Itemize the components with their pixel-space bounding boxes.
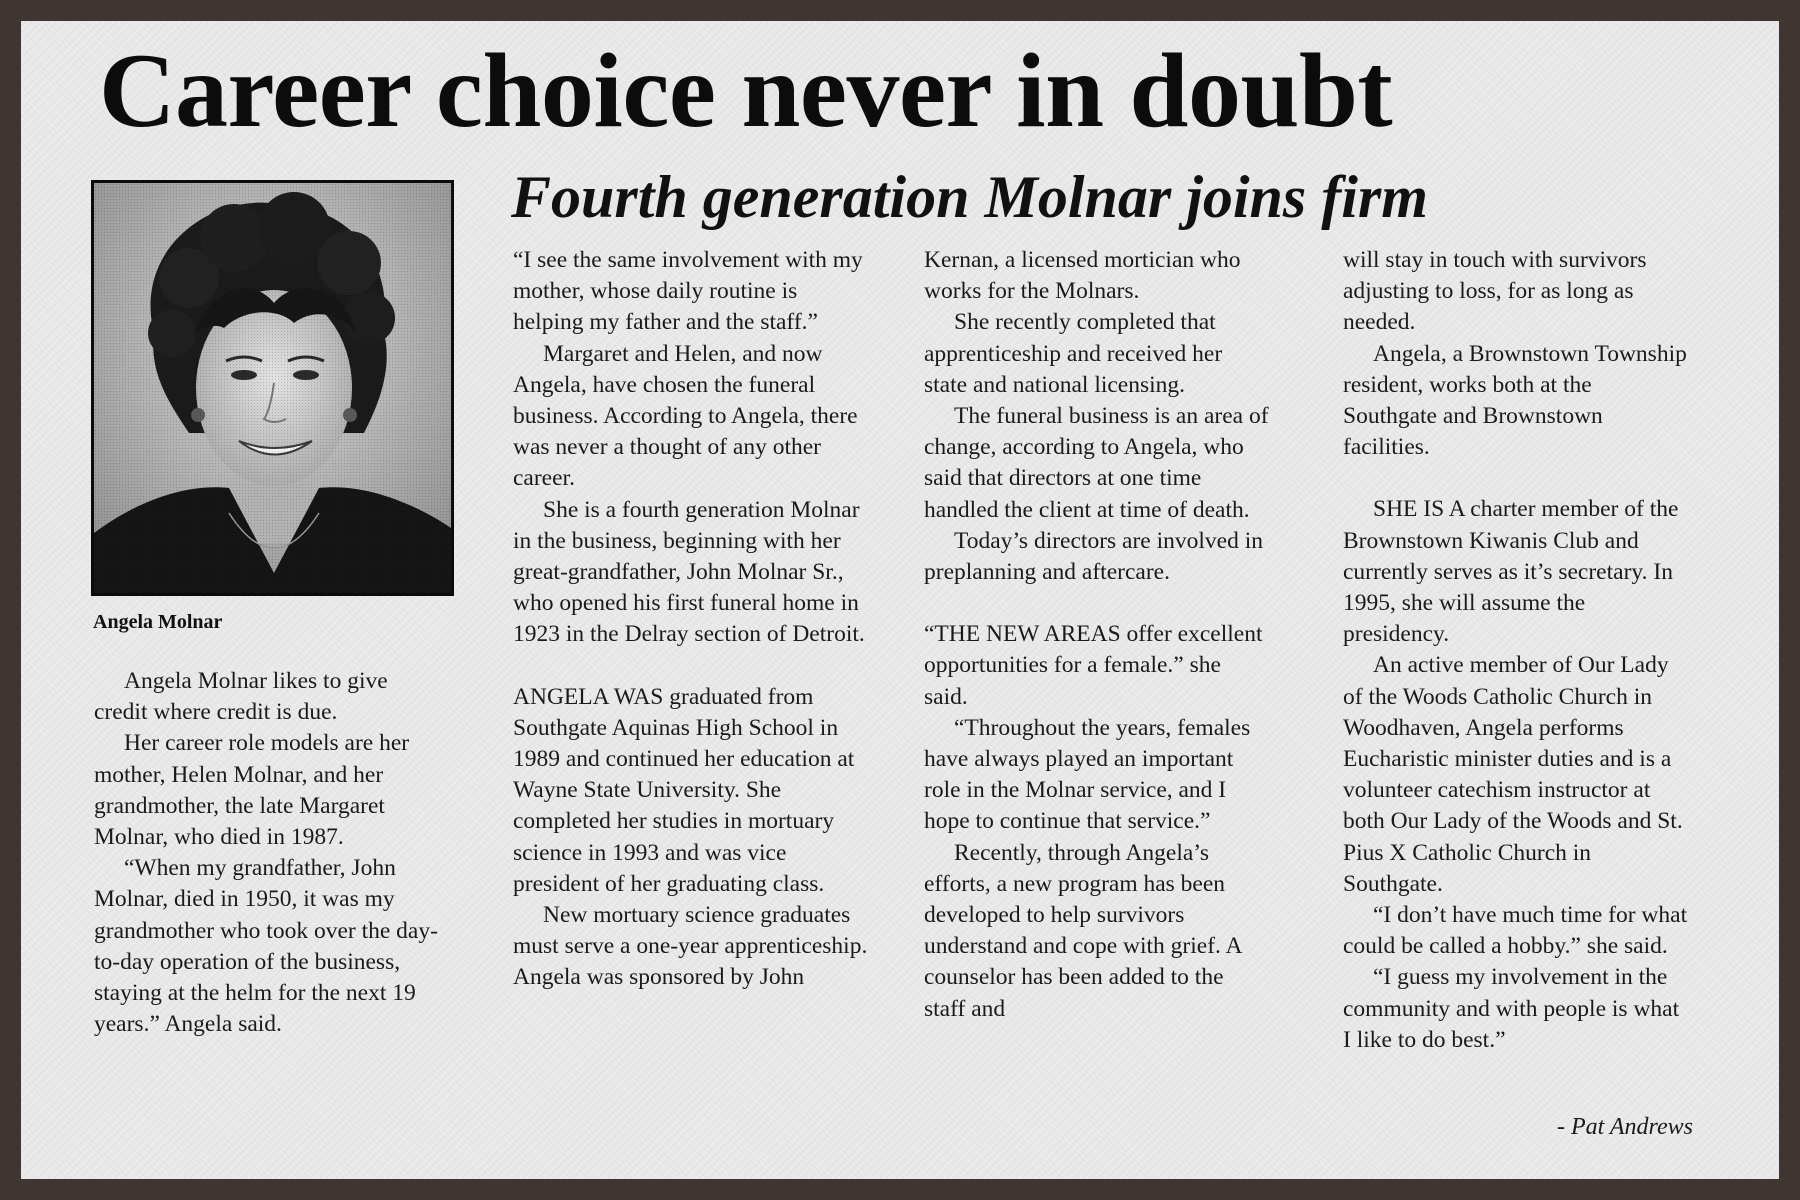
paragraph: She recently completed that apprenticeship and received her state and national licensing. (924, 309, 1223, 398)
paragraph: SHE IS A charter member of the Brownstown Kiwanis Club and currently serves as it’s secretary. In 1995, she will assume the presidency. (1343, 496, 1679, 648)
paragraph: Today’s directors are involved in preplanning and aftercare. (924, 527, 1263, 586)
paragraph: “I guess my involvement in the community and with people is what I like to do best.” (1343, 964, 1680, 1053)
paragraph: “THE NEW AREAS offer excellent opportunities for a female.” she said. (924, 621, 1263, 710)
paragraph: She is a fourth generation Molnar in the business, beginning with her great-grandfather, John Molnar Sr., who opened his first funeral home in 1923 in the Delray section of Detroit. (513, 496, 865, 648)
paragraph: An active member of Our Lady of the Woods Catholic Church in Woodhaven, Angela performs Eucharistic minister duties and is a volunteer catechism instructor at both Our Lady of the Woods and St. Pius X Catholic Church in Southgate. (1343, 652, 1683, 897)
headline: Career choice never in doubt (99, 32, 1393, 149)
paragraph: Angela Molnar likes to give credit where credit is due. (94, 668, 388, 726)
byline: - Pat Andrews (1557, 1114, 1693, 1140)
paragraph: “Throughout the years, females have always played an important role in the Molnar service, and I hope to continue that service.” (924, 714, 1251, 835)
article-column-2 (513, 245, 868, 994)
article-column-3 (924, 245, 1269, 1025)
newspaper-clipping (21, 21, 1779, 1179)
paragraph: “When my grandfather, John Molnar, died in 1950, it was my grandmother who took over the day-to-day operation of the business, staying at the helm for the next 19 years.” Angela said. (94, 855, 438, 1038)
paragraph: New mortuary science graduates must serve a one-year apprenticeship. Angela was sponsored by John (513, 902, 868, 991)
article-column-4 (1343, 245, 1688, 1056)
subheadline: Fourth generation Molnar joins firm (511, 164, 1428, 230)
paragraph: Kernan, a licensed mortician who works for the Molnars. (924, 247, 1241, 305)
photo-caption: Angela Molnar (93, 611, 223, 633)
portrait-image (94, 183, 451, 593)
paragraph: “I see the same involvement with my mother, whose daily routine is helping my father and the staff.” (513, 247, 863, 336)
paragraph: Recently, through Angela’s efforts, a new program has been developed to help survivors understand and cope with grief. A counselor has been added to the staff and (924, 839, 1242, 1022)
paragraph: Margaret and Helen, and now Angela, have chosen the funeral business. According to Angela, there was never a thought of any other career. (513, 340, 858, 492)
paragraph: Her career role models are her mother, Helen Molnar, and her grandmother, the late Margaret Molnar, who died in 1987. (94, 730, 410, 851)
paragraph: Angela, a Brownstown Township resident, works both at the Southgate and Brownstown facilities. (1343, 340, 1687, 461)
paragraph: The funeral business is an area of change, according to Angela, who said that directors at one time handled the client at time of death. (924, 403, 1269, 523)
portrait-photo (91, 180, 454, 596)
paragraph: ANGELA WAS graduated from Southgate Aquinas High School in 1989 and continued her education at Wayne State University. She completed her studies in mortuary science in 1993 and was vice president of her graduating class. (513, 683, 855, 897)
article-column-1 (94, 666, 439, 1040)
paragraph: “I don’t have much time for what could be called a hobby.” she said. (1343, 902, 1688, 960)
paragraph: will stay in touch with survivors adjusting to loss, for as long as needed. (1343, 247, 1647, 336)
